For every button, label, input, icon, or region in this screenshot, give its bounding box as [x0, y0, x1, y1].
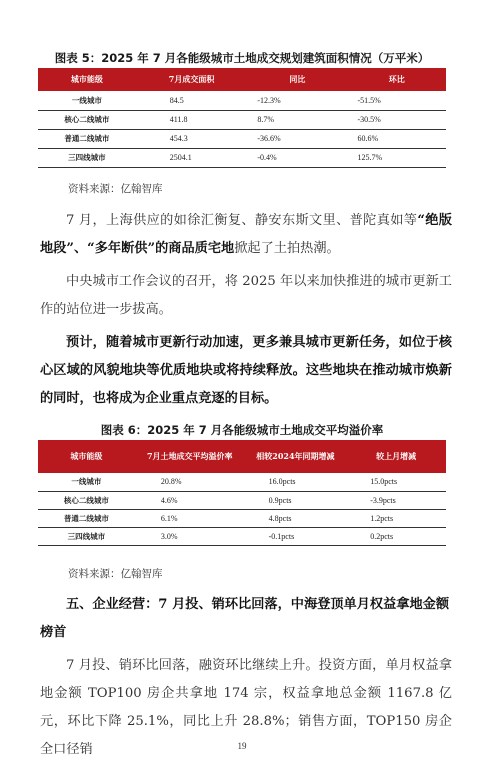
table-cell: 一线城市 — [38, 91, 136, 110]
table-row — [38, 509, 446, 527]
table-row — [38, 110, 446, 129]
table-header-row — [38, 68, 446, 91]
figure5-table — [38, 68, 446, 168]
table-row — [38, 473, 446, 491]
paragraph-bold-text: “绝版地段”、“多年断供”的商品质宅地 — [40, 213, 452, 256]
table-row — [38, 129, 446, 148]
table-cell: 3.0% — [135, 527, 245, 545]
table-cell: -12.3% — [247, 91, 347, 110]
column-header: 同比 — [247, 68, 347, 91]
table-cell: 1.2pcts — [346, 509, 446, 527]
paragraph-text: 掀起了土拍热潮。 — [234, 241, 340, 256]
paragraph-urban-renewal — [40, 268, 452, 324]
table-cell: 411.8 — [136, 110, 248, 129]
table-header-row — [38, 440, 446, 473]
table-cell: -0.1pcts — [245, 527, 347, 545]
table-cell: 16.0pcts — [245, 473, 347, 491]
figure6-caption: 图表 6：2025 年 7 月各能级城市土地成交平均溢价率 — [100, 423, 384, 437]
table-cell: 60.6% — [347, 129, 446, 148]
paragraph-text: 预计，随着城市更新行动加速，更多兼具城市更新任务，如位于核心区域的风貌地块等优质地块或将持续释放。这些地块在推动城市焕新的同时，也将成为企业重点竞逐的目标。 — [40, 335, 452, 406]
table-cell: 2504.1 — [136, 148, 248, 167]
figure6-source: 资料来源：亿翰智库 — [68, 568, 163, 580]
table-cell: 84.5 — [136, 91, 248, 110]
column-header: 相较2024年同期增减 — [245, 440, 347, 473]
table-cell: 一线城市 — [38, 473, 135, 491]
column-header: 较上月增减 — [346, 440, 446, 473]
figure5-caption: 图表 5：2025 年 7 月各能级城市土地成交规划建筑面积情况（万平米） — [54, 51, 430, 65]
table-cell: 454.3 — [136, 129, 248, 148]
table-cell: 三四线城市 — [38, 148, 136, 167]
table-row — [38, 491, 446, 509]
table-cell: 15.0pcts — [346, 473, 446, 491]
page-number: 19 — [237, 741, 247, 751]
table-row — [38, 527, 446, 545]
table-cell: 核心二线城市 — [38, 110, 136, 129]
table-cell: 核心二线城市 — [38, 491, 135, 509]
table-cell: 125.7% — [347, 148, 446, 167]
table-cell: -51.5% — [347, 91, 446, 110]
figure6-table — [38, 440, 446, 546]
table-cell: 8.7% — [247, 110, 347, 129]
column-header: 环比 — [347, 68, 446, 91]
table-row — [38, 91, 446, 110]
table-cell: 20.8% — [135, 473, 245, 491]
table-cell: 普通二线城市 — [38, 509, 135, 527]
table-row — [38, 148, 446, 167]
table-cell: -30.5% — [347, 110, 446, 129]
table-cell: -36.6% — [247, 129, 347, 148]
section-heading: 五、企业经营：7 月投、销环比回落，中海登顶单月权益拿地金额榜首 — [40, 597, 450, 640]
paragraph-text: 7 月投、销环比回落，融资环比继续上升。投资方面，单月权益拿地金额 TOP100 房企共拿地 174 宗，权益拿地总金额 1167.8 亿元，环比下降 25.1%，同比上升 28.8%；销售方面，TOP150 房企全口径销 — [40, 658, 452, 757]
paragraph-forecast — [40, 329, 452, 413]
column-header: 城市能级 — [38, 440, 135, 473]
table-cell: 4.8pcts — [245, 509, 347, 527]
table-cell: 0.9pcts — [245, 491, 347, 509]
table-cell: 普通二线城市 — [38, 129, 136, 148]
table-cell: -0.4% — [247, 148, 347, 167]
table-cell: 4.6% — [135, 491, 245, 509]
column-header: 7月土地成交平均溢价率 — [135, 440, 245, 473]
table-cell: 6.1% — [135, 509, 245, 527]
figure5-source: 资料来源：亿翰智库 — [68, 183, 163, 195]
table-cell: 三四线城市 — [38, 527, 135, 545]
table-cell: 0.2pcts — [346, 527, 446, 545]
paragraph-text: 中央城市工作会议的召开，将 2025 年以来加快推进的城市更新工作的站位进一步拔高。 — [40, 274, 452, 317]
paragraph-text: 7 月，上海供应的如徐汇衡复、静安东斯文里、普陀真如等 — [66, 213, 418, 228]
table-cell: -3.9pcts — [346, 491, 446, 509]
column-header: 城市能级 — [38, 68, 136, 91]
column-header: 7月成交面积 — [136, 68, 248, 91]
paragraph-supply — [40, 207, 452, 263]
